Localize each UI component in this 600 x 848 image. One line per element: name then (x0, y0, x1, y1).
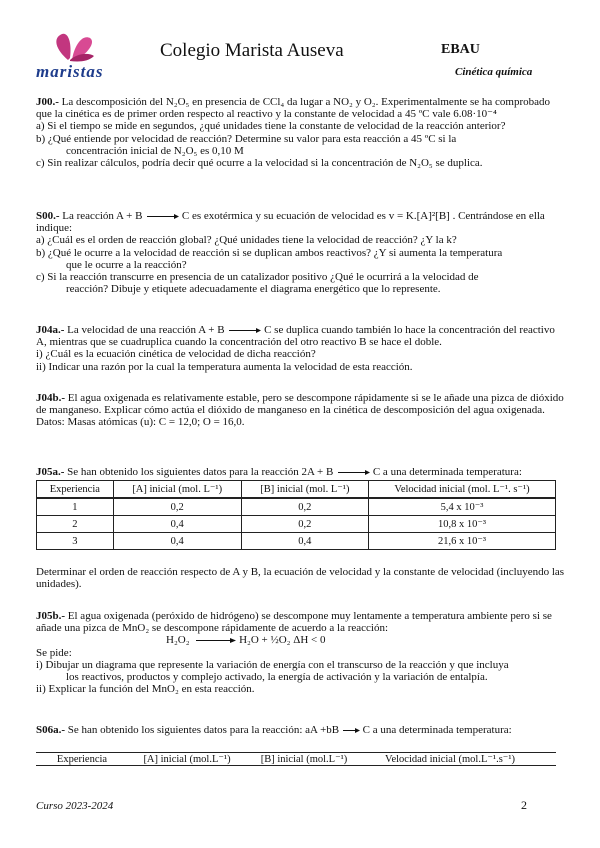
question-j05a (36, 466, 566, 478)
question-part-b: b) ¿Qué le ocurre a la velocidad de reacción si se duplican ambos reactivos? ¿Y si aumenta la temperatura (36, 246, 503, 259)
table-cell: 0,2 (241, 498, 368, 516)
reaction-arrow-icon (145, 213, 179, 220)
question-part-ii: ii) Indicar una razón por la cual la temperatura aumenta la velocidad de esta reacción. (36, 360, 413, 373)
question-intro-cont: C se duplica cuando también lo hace la concentración del reactivo A, mientras que se cuadruplica cuando la concentración del otro reactivo B se hace el doble. (36, 324, 555, 349)
question-code: J04a.- (36, 324, 65, 336)
table-header: [B] inicial (mol.L⁻¹) (260, 754, 348, 765)
reaction-arrow-icon (227, 327, 261, 334)
question-intro: Se han obtenido los siguientes datos para la reacción: aA +bB (67, 724, 340, 736)
table-cell: 21,6 x 10⁻³ (369, 533, 556, 550)
table-header: Experiencia (56, 754, 108, 765)
question-ask: Determinar el orden de reacción respecto de A y B, la ecuación de velocidad y la constante de velocidad (incluyendo las unidades). (36, 566, 565, 591)
table-cell: 0,4 (113, 533, 241, 550)
footer-course: Curso 2023-2024 (36, 800, 114, 812)
question-part-i-cont: los reactivos, productos y complejo activado, la energía de activación y la variación de entalpía. (66, 671, 488, 684)
table-cell: 0,4 (241, 533, 368, 550)
question-intro: La velocidad de una reacción A + B (67, 324, 225, 336)
question-code: S00.- (36, 210, 60, 222)
table-header: Experiencia (37, 481, 114, 499)
question-part-b-cont: que le ocurre a la reacción? (66, 258, 187, 271)
table-cell: 1 (37, 498, 114, 516)
topic-label: Cinética química (455, 66, 533, 78)
table-header: Velocidad inicial (mol.L⁻¹.s⁻¹) (385, 754, 515, 765)
question-part-c: c) Sin realizar cálculos, podría decir qué ocurre a la velocidad si la concentración de N₂O₅ se duplica. (36, 157, 483, 170)
table-cell: 2 (37, 516, 114, 533)
table-row (37, 533, 556, 550)
table-cell: 0,4 (113, 516, 241, 533)
page-number: 2 (521, 798, 527, 812)
question-part-c-cont: reacción? Dibuje y etiquete adecuadamente el diagrama energético que lo represente. (66, 283, 441, 296)
reaction-arrow-icon (336, 469, 370, 476)
question-j04b (36, 392, 566, 429)
table-header: Velocidad inicial (mol. L⁻¹. s⁻¹) (369, 481, 556, 499)
reaction-arrow-icon (192, 637, 236, 644)
question-part-ii: ii) Explicar la función del MnO₂ en esta reacción. (36, 683, 255, 696)
question-intro-cont: C a una determinada temperatura: (372, 466, 522, 478)
table-row (37, 498, 556, 516)
table-cell: 0,2 (113, 498, 241, 516)
table-header: [B] inicial (mol. L⁻¹) (241, 481, 368, 499)
question-intro: La reacción A + B (62, 210, 143, 222)
reaction-arrow-icon (342, 727, 360, 734)
equation-right: H₂O + ½O₂ ΔH < 0 (239, 634, 326, 647)
question-j05b (36, 610, 566, 695)
question-intro: Se han obtenido los siguientes datos para la reacción 2A + B (67, 466, 334, 478)
question-code: J00.- (36, 96, 59, 108)
table-header-row (36, 752, 556, 766)
question-intro-cont: C a una determinada temperatura: (362, 724, 512, 736)
question-part-a: a) Si el tiempo se mide en segundos, ¿qué unidades tiene la constante de velocidad de la reacción anterior? (36, 120, 506, 133)
school-title: Colegio Marista Auseva (160, 40, 344, 61)
question-ask: Se pide: (36, 646, 72, 659)
table-header: [A] inicial (mol. L⁻¹) (113, 481, 241, 499)
brand-name: maristas (36, 62, 104, 81)
question-intro: El agua oxigenada es relativamente estable, pero se descompone rápidamente si se le añade una pizca de dióxido de manganeso. Explicar cómo actúa el dióxido de manganeso en la cinética de descomposición del agua oxigenada. (36, 392, 564, 417)
table-header-row (37, 481, 556, 499)
question-part-a: a) ¿Cuál es el orden de reacción global? ¿Qué unidades tiene la velocidad de reacción? ¿Y la k? (36, 234, 457, 247)
table-row (37, 516, 556, 533)
question-code: J04b.- (36, 392, 66, 404)
question-part-c: c) Si la reacción transcurre en presencia de un catalizador positivo ¿Qué le ocurrirá a la velocidad de (36, 271, 479, 284)
question-part-i: i) ¿Cuál es la ecuación cinética de velocidad de dicha reacción? (36, 348, 316, 361)
question-j04a (36, 324, 566, 373)
table-header: [A] inicial (mol.L⁻¹) (143, 754, 231, 765)
question-data: Datos: Masas atómicas (u): C = 12,0; O = 16,0. (36, 416, 245, 429)
question-s00 (36, 210, 566, 295)
table-cell: 10,8 x 10⁻³ (369, 516, 556, 533)
question-intro: El agua oxigenada (peróxido de hidrógeno) se descompone muy lentamente a temperatura ambiente pero si se añade una pizca de MnO₂ se descompone rápidamente de acuerdo a la reacción: (36, 610, 552, 635)
question-s06a (36, 724, 566, 736)
question-part-b-cont: concentración inicial de N₂O₅ es 0,10 M (66, 144, 244, 157)
question-code: S06a.- (36, 724, 66, 736)
rate-data-table (36, 480, 556, 550)
question-code: J05b.- (36, 610, 66, 622)
exam-label: EBAU (441, 42, 480, 57)
question-j05a-ask (36, 566, 566, 590)
question-j00 (36, 96, 566, 169)
table-cell: 0,2 (241, 516, 368, 533)
question-part-i: i) Dibujar un diagrama que represente la variación de energía con el transcurso de la reacción y que incluya (36, 658, 509, 671)
equation-left: H₂O₂ (166, 634, 190, 647)
table-cell: 3 (37, 533, 114, 550)
question-intro: La descomposición del N₂O₅ en presencia de CCl₄ da lugar a NO₂ y O₂. Experimentalmente se ha comprobado que la cinética es de primer orden respecto al reactivo y la constante de velocidad a 45 ºC vale 6.08·10⁻⁴ (36, 96, 551, 121)
question-code: J05a.- (36, 466, 65, 478)
question-intro-cont: C es exotérmica y su ecuación de velocidad es v = K.[A]²[B] . Centrándose en ella indique: (36, 210, 545, 235)
question-part-b: b) ¿Qué entiende por velocidad de reacción? Determine su valor para esta reacción a 45 ºC si la (36, 132, 457, 145)
table-cell: 5,4 x 10⁻³ (369, 498, 556, 516)
